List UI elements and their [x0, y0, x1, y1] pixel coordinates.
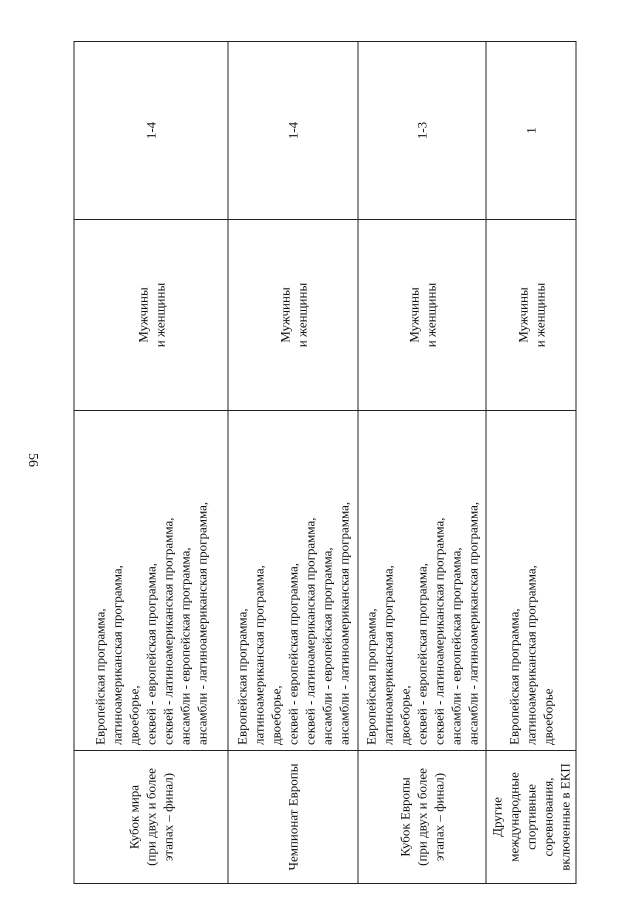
places-cell: 1-4 [228, 42, 358, 220]
program-line: ансамбли - европейская программа, [448, 547, 464, 745]
program-line: Европейская программа, [506, 608, 522, 745]
program-line: секвей - европейская программа, [285, 562, 301, 745]
event-line: Кубок Европы [397, 777, 413, 857]
program-line: двоеборье, [397, 685, 413, 745]
rotated-page-content [74, 42, 573, 884]
gender-line: Мужчины [406, 287, 421, 343]
program-line: ансамбли - европейская программа, [177, 547, 193, 745]
event-cell [358, 751, 486, 884]
gender-line: и женщины [423, 282, 438, 348]
event-line: этапах – финал) [160, 772, 176, 862]
gender-cell [358, 220, 486, 411]
table-row [486, 42, 576, 884]
program-line: секвей - латиноамериканская программа, [431, 517, 447, 745]
event-line: соревнования, [540, 777, 556, 857]
gender-cell [228, 220, 358, 411]
places-cell: 1-3 [358, 42, 486, 220]
program-line: Европейская программа, [234, 608, 250, 745]
program-line: секвей - латиноамериканская программа, [160, 517, 176, 745]
program-line: двоеборье, [268, 685, 284, 745]
places-cell: 1 [486, 42, 576, 220]
event-line: спортивные [523, 784, 539, 850]
program-line: Европейская программа, [363, 608, 379, 745]
program-line: ансамбли - европейская программа, [319, 547, 335, 745]
gender-line: Мужчины [135, 287, 150, 343]
program-line: секвей - европейская программа, [143, 562, 159, 745]
gender-line: и женщины [152, 282, 167, 348]
program-line: Европейская программа, [92, 608, 108, 745]
gender-cell [74, 220, 228, 411]
program-line: ансамбли - латиноамериканская программа, [336, 501, 352, 745]
event-line: Кубок мира [126, 784, 142, 850]
places-cell: 1-4 [74, 42, 228, 220]
event-cell [486, 751, 576, 884]
table-row [358, 42, 486, 884]
program-line: секвей - латиноамериканская программа, [302, 517, 318, 745]
gender-line: Мужчины [277, 287, 292, 343]
program-cell [486, 411, 576, 751]
program-line: ансамбли - латиноамериканская программа, [194, 501, 210, 745]
event-line: Другие [489, 797, 505, 837]
event-line: этапах – финал) [431, 772, 447, 862]
event-cell [228, 751, 358, 884]
event-line: (при двух и более [143, 768, 159, 866]
event-line: (при двух и более [414, 768, 430, 866]
table-row [228, 42, 358, 884]
gender-line: и женщины [294, 282, 309, 348]
competition-table [74, 41, 577, 884]
program-line: латиноамериканская программа, [523, 565, 539, 745]
event-cell [74, 751, 228, 884]
gender-line: и женщины [532, 282, 547, 348]
event-line: Чемпионат Европы [285, 763, 301, 871]
program-line: двоеборье, [126, 685, 142, 745]
event-line: международные [506, 772, 522, 862]
program-line: двоеборье [540, 688, 556, 745]
page-number: 56 [25, 453, 40, 467]
program-line: латиноамериканская программа, [109, 565, 125, 745]
program-line: латиноамериканская программа, [251, 565, 267, 745]
program-line: латиноамериканская программа, [380, 565, 396, 745]
program-cell [228, 411, 358, 751]
gender-line: Мужчины [515, 287, 530, 343]
program-line: ансамбли - латиноамериканская программа, [465, 501, 481, 745]
program-line: секвей - европейская программа, [414, 562, 430, 745]
table-row [74, 42, 228, 884]
program-cell [74, 411, 228, 751]
program-cell [358, 411, 486, 751]
event-line: включенные в ЕКП [557, 763, 573, 871]
gender-cell [486, 220, 576, 411]
